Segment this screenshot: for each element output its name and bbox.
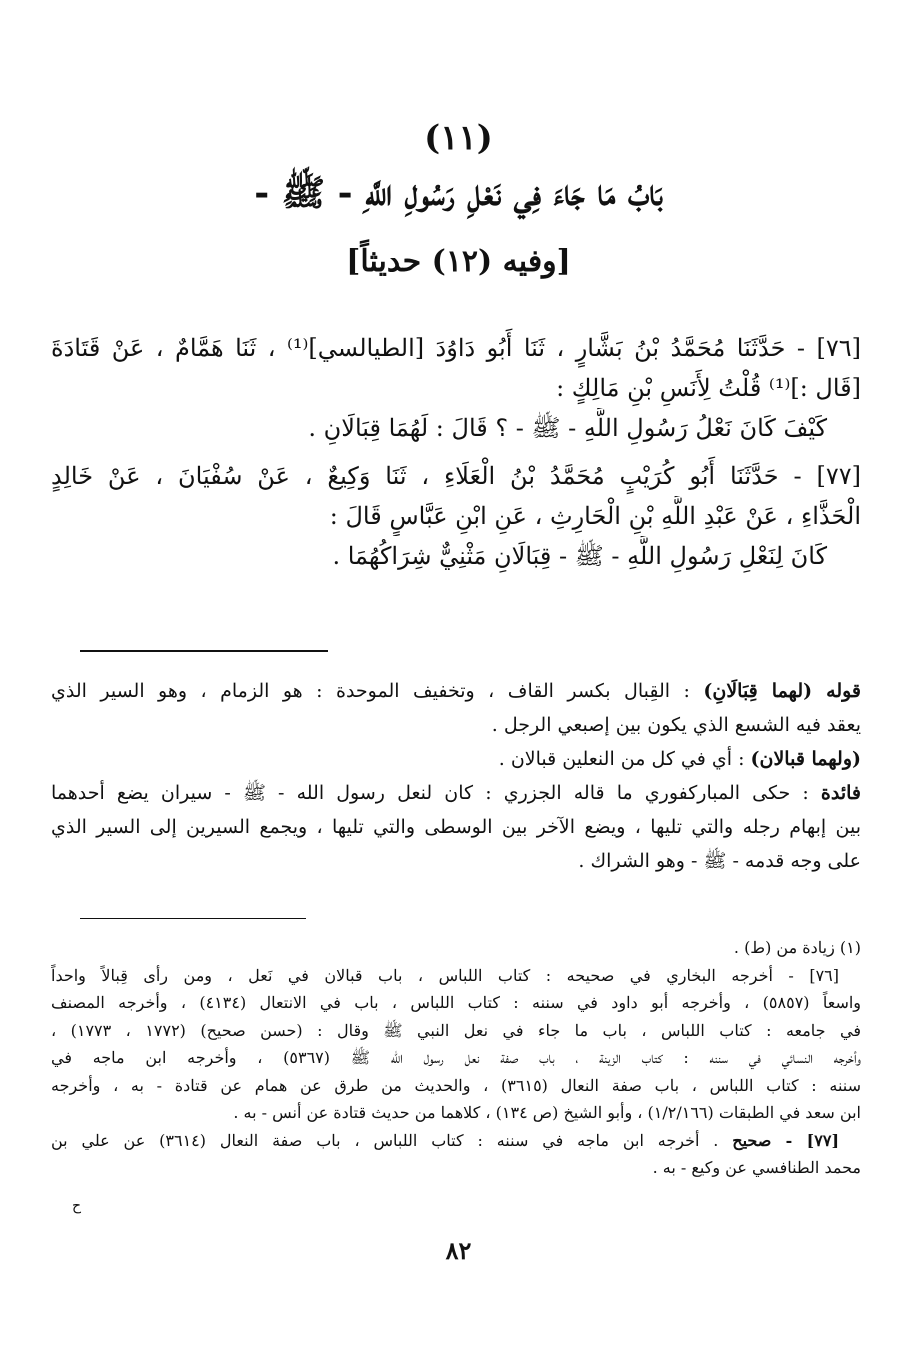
hadith-line: كَيْفَ كَانَ نَعْلُ رَسُولِ اللَّهِ - ﷺ - ؟ قَالَ : لَهُمَا قِبَالَانِ . (308, 414, 827, 442)
hadith-line: [قَال :]⁽¹⁾ قُلْتُ لِأَنَسِ بْنِ مَالِكٍ : (556, 374, 861, 402)
chapter-title: بَابُ مَا جَاءَ فِي نَعْلِ رَسُولِ اللَّهِ - ﷺ - (254, 172, 663, 214)
margin-mark: ح (72, 1198, 82, 1214)
footnotes (51, 934, 861, 1182)
footnote-line: وأخرجه النسائي في سننه : كتاب الزينة ، باب صفة نعل رسول الله ﷺ (٥٣٦٧) ، وأخرجه ابن ماجه في (51, 1048, 861, 1067)
hadith-line: كَانَ لِنَعْلِ رَسُولِ اللَّهِ - ﷺ - قِبَالَانِ مَثْنِيٌّ شِرَاكُهُمَا . (332, 542, 827, 570)
hadith-line: [٧٧] - حَدَّثَنَا أَبُو كُرَيْبٍ مُحَمَّدُ بْنُ الْعَلَاءِ ، ثَنَا وَكِيعٌ ، عَنْ سُفْيَانَ ، عَنْ خَالِدٍ (51, 462, 861, 490)
commentary-text: على وجه قدمه - ﷺ - وهو الشراك . (578, 850, 861, 872)
commentary-text: : أي في كل من النعلين قبالان . (498, 748, 751, 770)
commentary (51, 674, 861, 878)
chapter-number: (١١) (424, 118, 493, 158)
footnote-line: سننه : كتاب اللباس ، باب صفة النعال (٣٦١٥) ، والحديث من طرق عن همام عن قتادة - به ، وأخرجه (51, 1075, 861, 1095)
commentary-line (51, 708, 861, 742)
footnote-text: . أخرجه ابن ماجه في سننه : كتاب اللباس ، باب صفة النعال (٣٦١٤) عن علي بن (51, 1130, 733, 1150)
section-divider (80, 650, 328, 652)
footnote-line (51, 1127, 861, 1155)
commentary-term: قوله (لهما قِبَالَانِ) (703, 680, 861, 702)
commentary-term: (ولهما قبالان) (750, 748, 861, 770)
footnote-line: ابن سعد في الطبقات (١/٢/١٦٦) ، وأبو الشيخ (ص ١٣٤) ، كلاهما من حديث قتادة عن أنس - به . (233, 1103, 861, 1122)
commentary-term: فائدة (820, 782, 861, 804)
commentary-text: : حكى المباركفوري ما قاله الجزري : كان لنعل رسول الله - ﷺ - سيران يضع أحدهما (51, 782, 821, 804)
footnote-grade: [٧٧] - صحيح (732, 1130, 840, 1150)
commentary-text: بين إبهام رجله والتي تليها ، ويضع الآخر بين الوسطى والتي تليها ، ويجمع السيرين إلى السير الذي (51, 816, 861, 838)
commentary-line (51, 742, 861, 776)
commentary-line (51, 810, 861, 844)
commentary-text: : القِبال بكسر القاف ، وتخفيف الموحدة : هو الزمام ، وهو السير الذي (51, 680, 704, 702)
footnote-line: محمد الطنافسي عن وكيع - به . (652, 1158, 861, 1177)
commentary-text: يعقد فيه الشسع الذي يكون بين إصبعي الرجل . (491, 714, 861, 736)
chapter-subtitle: [وفيه (١٢) حديثاً] (346, 244, 571, 279)
footnote-line: (١) زيادة من (ط) . (733, 938, 861, 957)
footnote-line: واسعاً (٥٨٥٧) ، وأخرجه أبو داود في سننه : كتاب اللباس ، باب في الانتعال (٤١٣٤) ، وأخرجه المصنف (51, 993, 861, 1012)
commentary-line (51, 844, 861, 878)
hadith-line: [٧٦] - حَدَّثَنَا مُحَمَّدُ بْنُ بَشَّارٍ ، ثَنَا أَبُو دَاوُدَ [الطيالسي]⁽¹⁾ ، ثَنَا هَمَّامٌ ، عَنْ قَتَادَةَ (51, 334, 861, 362)
hadith-text (51, 328, 861, 576)
hadith-line: الْحَذَّاءِ ، عَنْ عَبْدِ اللَّهِ بْنِ الْحَارِثِ ، عَنِ ابْنِ عَبَّاسٍ قَالَ : (329, 502, 861, 530)
commentary-line (51, 776, 861, 810)
page-number: ٨٢ (445, 1236, 472, 1265)
footnote-line: في جامعه : كتاب اللباس ، باب ما جاء في نعل النبي ﷺ وقال : (حسن صحيح) (١٧٧٢ ، ١٧٧٣) ، (51, 1020, 861, 1040)
commentary-line (51, 674, 861, 708)
footnote-line: [٧٦] - أخرجه البخاري في صحيحه : كتاب اللباس ، باب قبالان في نَعل ، ومن رأى قِبالاً واحداً (51, 965, 839, 985)
footnote-divider (80, 918, 306, 919)
